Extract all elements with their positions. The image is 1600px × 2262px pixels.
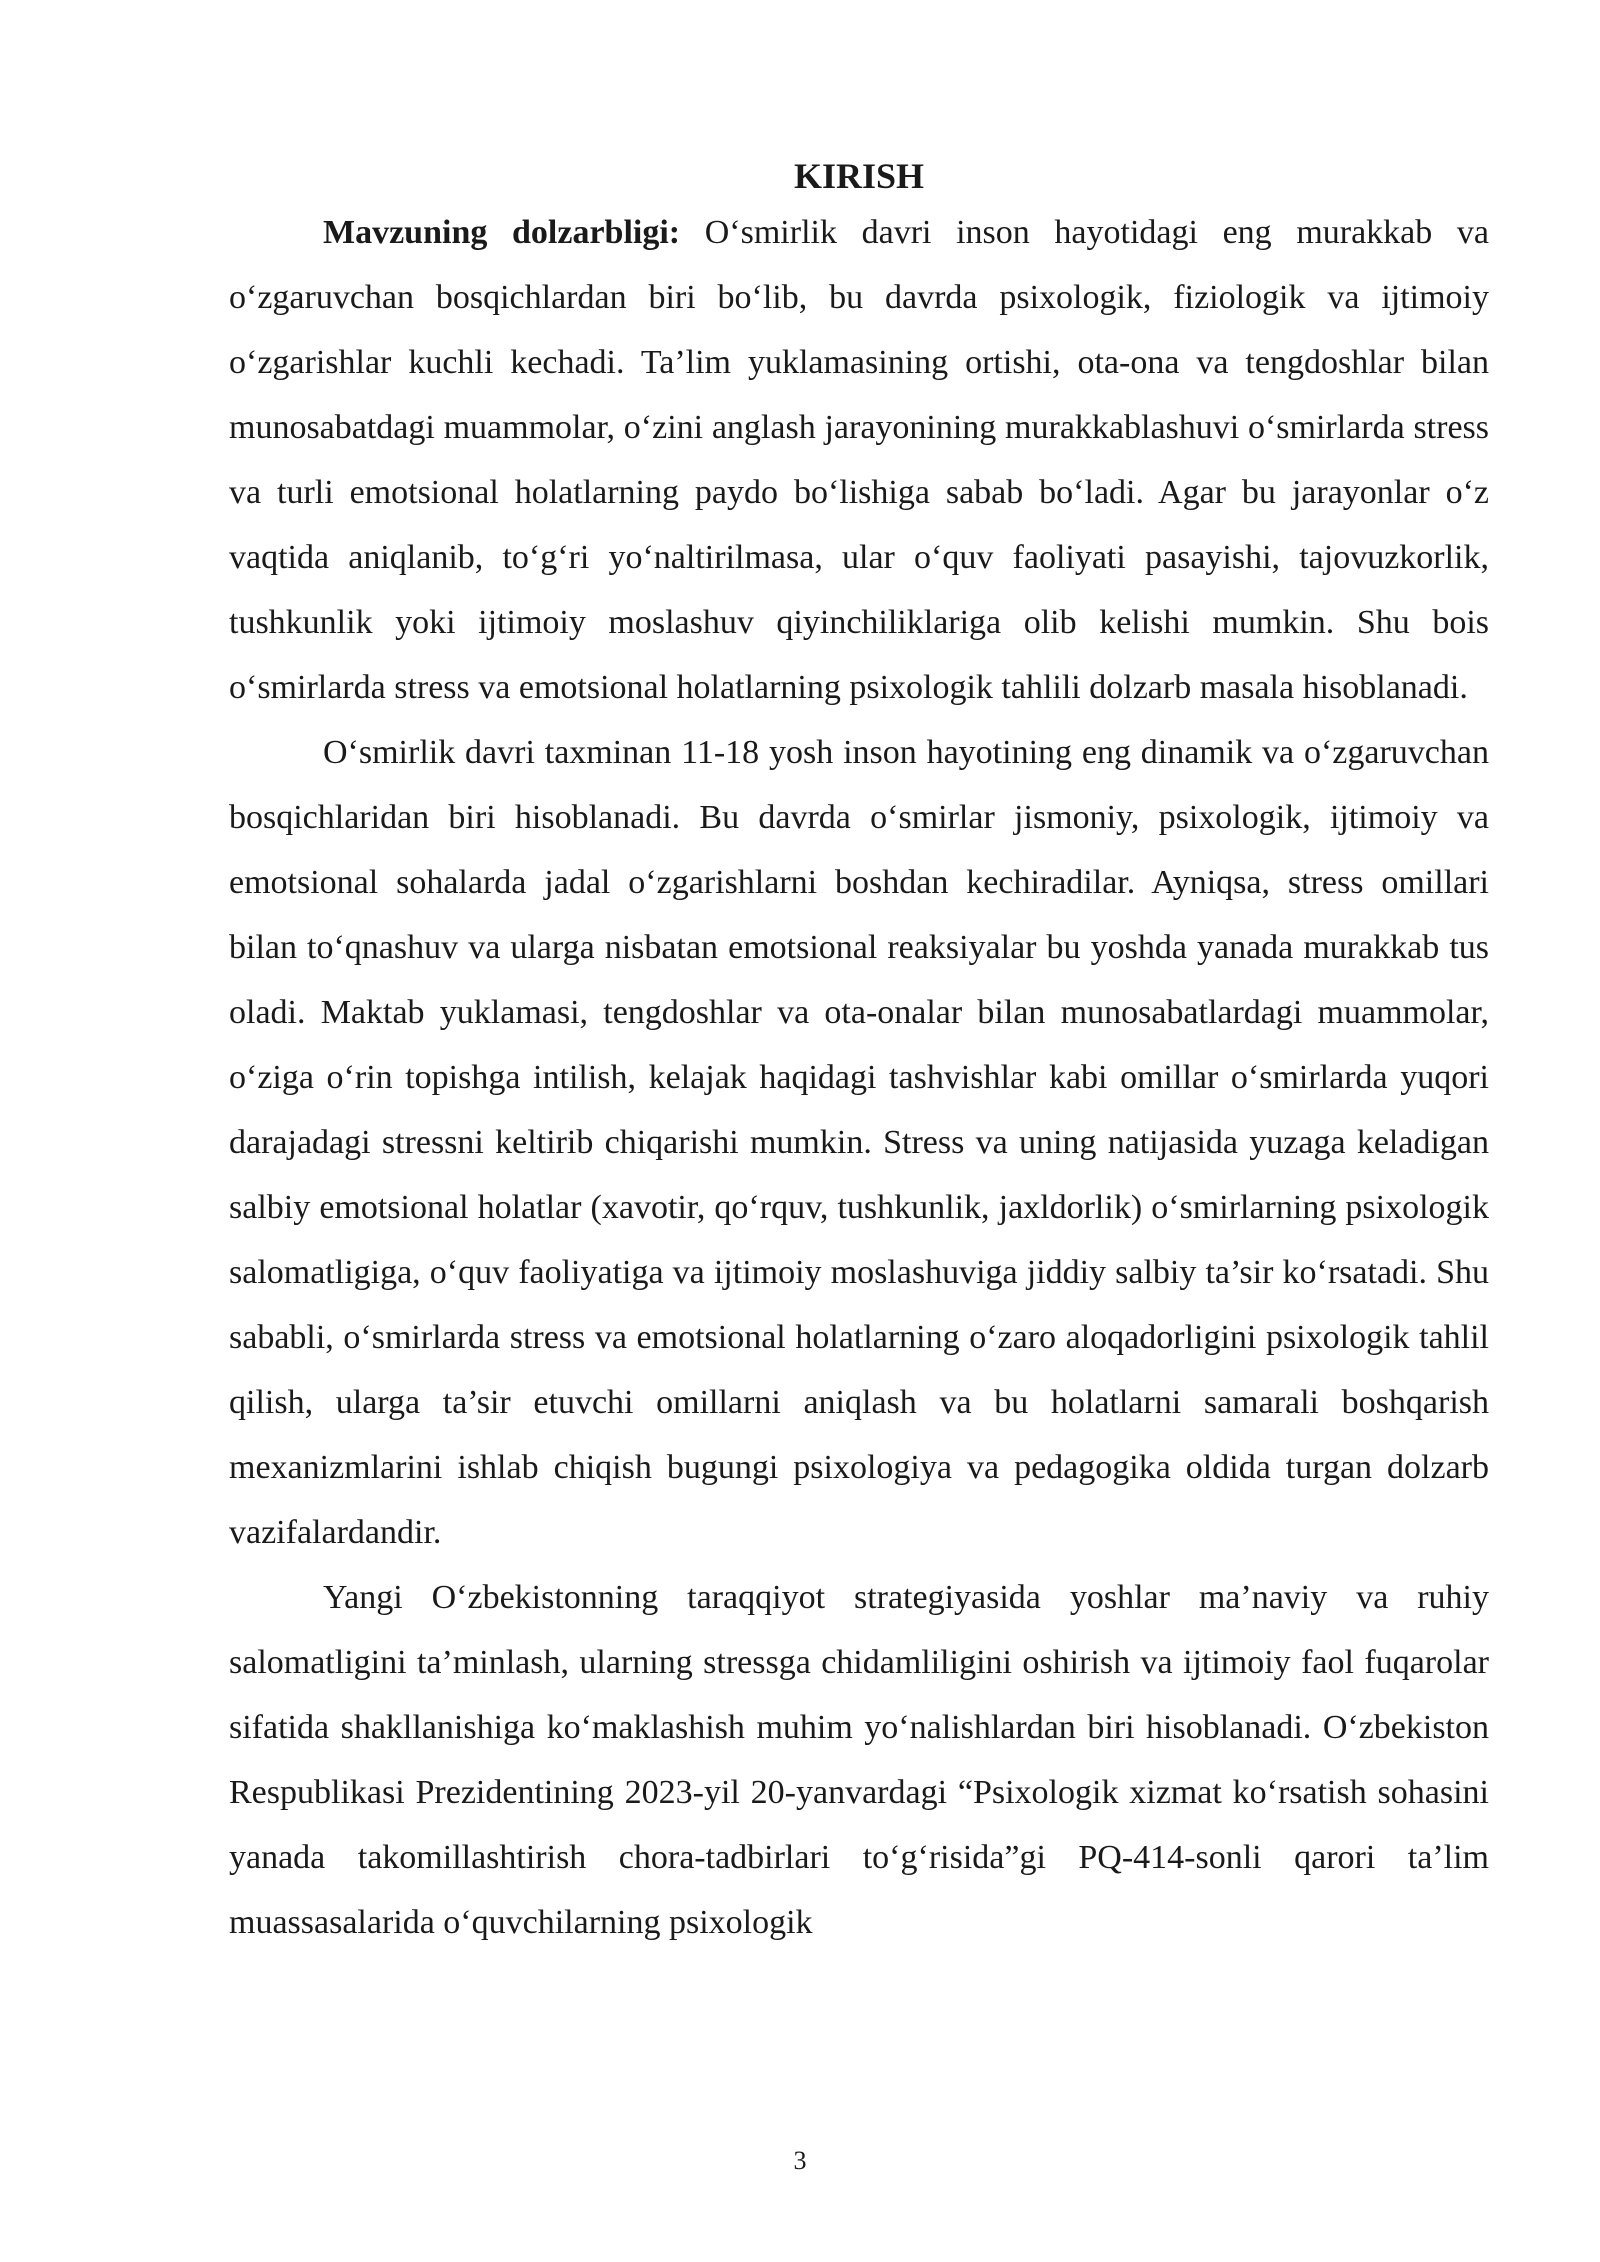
page-number: 3 bbox=[793, 2146, 807, 2175]
paragraph-relevance bbox=[229, 200, 1489, 720]
paragraph-strategy bbox=[229, 1565, 1489, 1955]
paragraph-adolescence bbox=[229, 720, 1489, 1565]
paragraph-text: Yangi O‘zbekistonning taraqqiyot strategiyasida yoshlar ma’naviy va ruhiy salomatligini ta’minlash, ularning stressga chidamliligini oshirish va ijtimoiy faol fuqarolar sifatida shakllanishiga ko‘maklashish muhim yo‘nalishlardan biri hisoblanadi. O‘zbekiston Respublikasi Prezidentining 2023-yil 20-yanvardagi “Psixologik xizmat ko‘rsatish sohasini yanada takomillashtirish chora-tadbirlari to‘g‘risida”gi PQ-414-sonli qarori ta’lim muassasalarida o‘quvchilarning psixologik bbox=[229, 1579, 1489, 1941]
page-content bbox=[229, 152, 1489, 1955]
paragraph-text: O‘smirlik davri inson hayotidagi eng murakkab va o‘zgaruvchan bosqichlardan biri bo‘lib, bu davrda psixologik, fiziologik va ijtimoiy o‘zgarishlar kuchli kechadi. Ta’lim yuklamasining ortishi, ota-ona va tengdoshlar bilan munosabatdagi muammolar, o‘zini anglash jarayonining murakkablashuvi o‘smirlarda stress va turli emotsional holatlarning paydo bo‘lishiga sabab bo‘ladi. Agar bu jarayonlar o‘z vaqtida aniqlanib, to‘g‘ri yo‘naltirilmasa, ular o‘quv faoliyati pasayishi, tajovuzkorlik, tushkunlik yoki ijtimoiy moslashuv qiyinchiliklariga olib kelishi mumkin. Shu bois o‘smirlarda stress va emotsional holatlarning psixologik tahlili dolzarb masala hisoblanadi. bbox=[229, 214, 1489, 706]
paragraph-lead: Mavzuning dolzarbligi: bbox=[323, 214, 681, 251]
paragraph-text: O‘smirlik davri taxminan 11-18 yosh inson hayotining eng dinamik va o‘zgaruvchan bosqichlaridan biri hisoblanadi. Bu davrda o‘smirlar jismoniy, psixologik, ijtimoiy va emotsional sohalarda jadal o‘zgarishlarni boshdan kechiradilar. Ayniqsa, stress omillari bilan to‘qnashuv va ularga nisbatan emotsional reaksiyalar bu yoshda yanada murakkab tus oladi. Maktab yuklamasi, tengdoshlar va ota-onalar bilan munosabatlardagi muammolar, o‘ziga o‘rin topishga intilish, kelajak haqidagi tashvishlar kabi omillar o‘smirlarda yuqori darajadagi stressni keltirib chiqarishi mumkin. Stress va uning natijasida yuzaga keladigan salbiy emotsional holatlar (xavotir, qo‘rquv, tushkunlik, jaxldorlik) o‘smirlarning psixologik salomatligiga, o‘quv faoliyatiga va ijtimoiy moslashuviga jiddiy salbiy ta’sir ko‘rsatadi. Shu sababli, o‘smirlarda stress va emotsional holatlarning o‘zaro aloqadorligini psixologik tahlil qilish, ularga ta’sir etuvchi omillarni aniqlash va bu holatlarni samarali boshqarish mexanizmlarini ishlab chiqish bugungi psixologiya va pedagogika oldida turgan dolzarb vazifalardandir. bbox=[229, 734, 1489, 1551]
section-heading: KIRISH bbox=[793, 156, 925, 196]
